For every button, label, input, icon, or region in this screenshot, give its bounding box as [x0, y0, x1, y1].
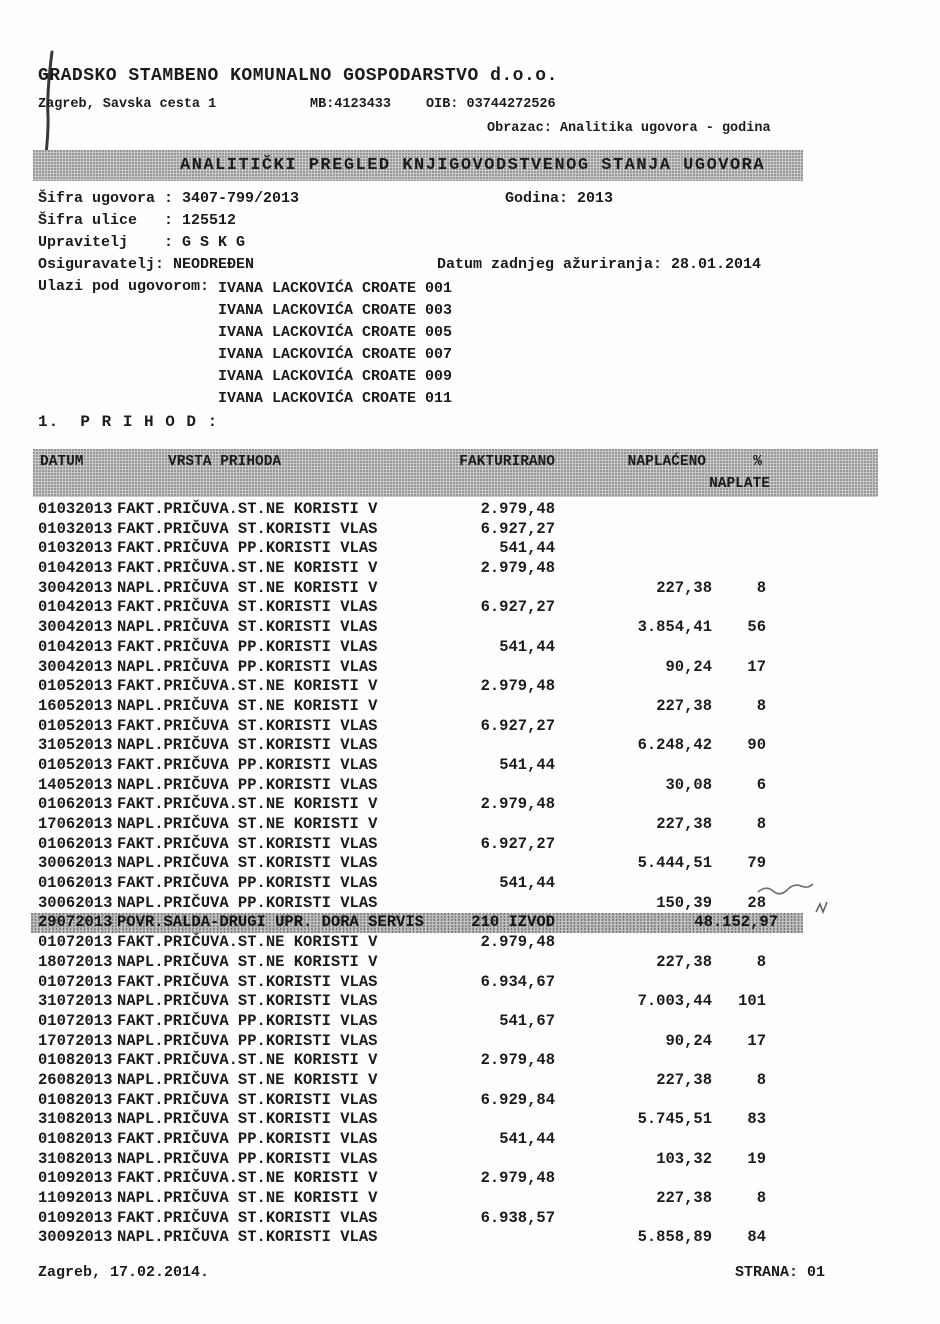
table-row — [33, 1189, 878, 1209]
cell-fakturirano: 6.929,84 — [480, 1090, 555, 1109]
table-row — [33, 618, 878, 638]
cell-datum: 31082013 — [38, 1149, 113, 1168]
table-row — [33, 1071, 878, 1091]
cell-fakturirano: 6.927,27 — [480, 834, 555, 853]
cell-vrsta-prihoda: NAPL.PRIČUVA PP.KORISTI VLAS — [117, 893, 378, 912]
cell-vrsta-prihoda: NAPL.PRIČUVA ST.KORISTI VLAS — [117, 1228, 378, 1247]
cell-fakturirano: 541,44 — [499, 874, 555, 893]
table-row — [33, 1169, 878, 1189]
col-header-percent: % — [753, 454, 762, 470]
cell-datum: 01092013 — [38, 1169, 113, 1188]
cell-vrsta-prihoda: FAKT.PRIČUVA.ST.NE KORISTI V — [117, 500, 378, 518]
cell-naplaceno: 30,08 — [665, 775, 712, 794]
cell-naplaceno: 5.745,51 — [637, 1110, 712, 1129]
cell-datum: 01082013 — [38, 1130, 113, 1148]
cell-vrsta-prihoda: FAKT.PRIČUVA ST.KORISTI VLAS — [117, 1090, 378, 1109]
cell-datum: 30042013 — [38, 578, 113, 597]
footer-page-number: STRANA: 01 — [735, 1264, 826, 1281]
cell-datum: 01072013 — [38, 972, 113, 991]
cell-datum: 01082013 — [38, 1090, 113, 1109]
table-row — [33, 756, 878, 776]
included-contracts-list — [218, 278, 452, 410]
cell-datum: 01032013 — [38, 539, 113, 558]
cell-vrsta-prihoda: NAPL.PRIČUVA ST.KORISTI VLAS — [117, 618, 378, 637]
included-contract-item: IVANA LACKOVIĆA CROATE 003 — [218, 302, 453, 319]
company-address: Zagreb, Savska cesta 1 — [38, 97, 217, 112]
cell-fakturirano: 6.927,27 — [480, 716, 555, 735]
cell-datum: 31082013 — [38, 1110, 113, 1129]
table-row — [33, 992, 878, 1012]
cell-percent: 17 — [747, 657, 766, 676]
cell-naplaceno: 103,32 — [656, 1149, 712, 1168]
table-row — [33, 1051, 878, 1071]
cell-vrsta-prihoda: NAPL.PRIČUVA ST.KORISTI VLAS — [117, 992, 378, 1011]
cell-naplaceno: 227,38 — [656, 696, 712, 715]
cell-datum: 17072013 — [38, 1031, 113, 1050]
table-row — [33, 539, 878, 559]
cell-datum: 30062013 — [38, 854, 113, 873]
table-row — [33, 854, 878, 874]
table-row — [33, 697, 878, 717]
form-label: Obrazac: Analitika ugovora - godina — [487, 121, 771, 136]
cell-datum: 01072013 — [38, 1011, 113, 1030]
cell-fakturirano: 541,44 — [499, 1130, 555, 1148]
col-header-percent-line2: NAPLATE — [709, 476, 770, 492]
cell-percent: 17 — [747, 1031, 766, 1050]
cell-naplaceno: 227,38 — [656, 952, 712, 971]
cell-vrsta-prihoda: NAPL.PRIČUVA ST.NE KORISTI V — [117, 815, 378, 833]
cell-vrsta-prihoda: FAKT.PRIČUVA.ST.NE KORISTI V — [117, 1169, 378, 1188]
cell-vrsta-prihoda: NAPL.PRIČUVA ST.KORISTI VLAS — [117, 1110, 378, 1129]
table-row — [33, 1032, 878, 1052]
cell-fakturirano: 2.979,48 — [480, 500, 555, 518]
cell-datum: 01042013 — [38, 598, 113, 617]
col-header-datum: DATUM — [40, 454, 84, 470]
cell-naplaceno: 3.854,41 — [637, 618, 712, 637]
cell-percent: 8 — [756, 578, 766, 597]
cell-percent: 6 — [756, 775, 766, 794]
cell-naplaceno: 90,24 — [665, 1031, 712, 1050]
table-row — [33, 953, 878, 973]
cell-datum: 01062013 — [38, 795, 113, 814]
table-row — [33, 717, 878, 737]
included-contract-item: IVANA LACKOVIĆA CROATE 011 — [218, 390, 453, 407]
cell-datum: 01092013 — [38, 1208, 113, 1227]
table-header — [33, 449, 878, 497]
cell-datum: 18072013 — [38, 952, 113, 971]
cell-datum: 31072013 — [38, 992, 113, 1011]
cell-vrsta-prihoda: NAPL.PRIČUVA ST.NE KORISTI V — [117, 1189, 378, 1208]
title-banner — [33, 150, 803, 181]
table-row — [33, 559, 878, 579]
cell-vrsta-prihoda: FAKT.PRIČUVA ST.KORISTI VLAS — [117, 972, 378, 991]
cell-vrsta-prihoda: NAPL.PRIČUVA ST.NE KORISTI V — [117, 952, 378, 971]
table-row — [33, 1150, 878, 1170]
pen-squiggle-mark — [730, 878, 850, 924]
cell-datum: 01052013 — [38, 755, 113, 774]
company-mb: MB:4123433 — [310, 97, 392, 112]
year-label: Godina: 2013 — [505, 190, 614, 207]
cell-vrsta-prihoda: NAPL.PRIČUVA ST.NE KORISTI V — [117, 696, 378, 715]
cell-datum: 16052013 — [38, 696, 113, 715]
cell-fakturirano: 210 IZVOD — [471, 913, 555, 932]
document-title: ANALITIČKI PREGLED KNJIGOVODSTVENOG STANJA UGOVORA — [180, 156, 766, 175]
cell-datum: 29072013 — [38, 913, 113, 932]
cell-vrsta-prihoda: FAKT.PRIČUVA.ST.NE KORISTI V — [117, 795, 378, 814]
table-row — [33, 658, 878, 678]
cell-naplaceno: 227,38 — [656, 578, 712, 597]
cell-vrsta-prihoda: NAPL.PRIČUVA PP.KORISTI VLAS — [117, 1149, 378, 1168]
cell-vrsta-prihoda: FAKT.PRIČUVA ST.KORISTI VLAS — [117, 834, 378, 853]
cell-fakturirano: 2.979,48 — [480, 795, 555, 814]
cell-vrsta-prihoda: FAKT.PRIČUVA PP.KORISTI VLAS — [117, 637, 378, 656]
table-row — [33, 933, 878, 953]
col-header-fakturirano: FAKTURIRANO — [459, 454, 555, 470]
cell-percent: 90 — [747, 736, 766, 755]
included-contracts-label: Ulazi pod ugovorom: — [38, 278, 210, 295]
cell-datum: 30042013 — [38, 618, 113, 637]
table-row — [33, 520, 878, 540]
cell-datum: 01042013 — [38, 637, 113, 656]
table-row — [33, 795, 878, 815]
cell-vrsta-prihoda: NAPL.PRIČUVA ST.NE KORISTI V — [117, 578, 378, 597]
table-row — [33, 835, 878, 855]
cell-naplaceno: 227,38 — [656, 815, 712, 833]
cell-datum: 01032013 — [38, 519, 113, 538]
cell-percent: 79 — [747, 854, 766, 873]
table-row — [33, 815, 878, 835]
table-row — [33, 1091, 878, 1111]
col-header-naplaceno: NAPLAĆENO — [627, 454, 706, 470]
cell-percent: 28 — [747, 893, 766, 912]
cell-naplaceno: 227,38 — [656, 1189, 712, 1208]
cell-datum: 01062013 — [38, 834, 113, 853]
cell-percent: 101 — [738, 992, 766, 1011]
cell-vrsta-prihoda: FAKT.PRIČUVA ST.KORISTI VLAS — [117, 598, 378, 617]
cell-datum: 17062013 — [38, 815, 113, 833]
cell-percent: 8 — [756, 696, 766, 715]
cell-datum: 26082013 — [38, 1070, 113, 1089]
included-contract-item: IVANA LACKOVIĆA CROATE 001 — [218, 280, 453, 297]
last-update-date: Datum zadnjeg ažuriranja: 28.01.2014 — [437, 256, 762, 273]
manager-label: Upravitelj : G S K G — [38, 234, 246, 251]
cell-datum: 14052013 — [38, 775, 113, 794]
cell-naplaceno: 5.444,51 — [637, 854, 712, 873]
table-rows — [33, 500, 878, 1248]
cell-percent: 8 — [756, 1070, 766, 1089]
table-row — [33, 1228, 878, 1248]
cell-datum: 30062013 — [38, 893, 113, 912]
cell-vrsta-prihoda: NAPL.PRIČUVA PP.KORISTI VLAS — [117, 1031, 378, 1050]
col-header-vrsta-prihoda: VRSTA PRIHODA — [168, 454, 282, 470]
cell-vrsta-prihoda: FAKT.PRIČUVA PP.KORISTI VLAS — [117, 755, 378, 774]
cell-vrsta-prihoda: FAKT.PRIČUVA ST.KORISTI VLAS — [117, 519, 378, 538]
included-contract-item: IVANA LACKOVIĆA CROATE 009 — [218, 368, 453, 385]
cell-fakturirano: 6.934,67 — [480, 972, 555, 991]
contract-code: Šifra ugovora : 3407-799/2013 — [38, 190, 300, 207]
cell-fakturirano: 6.938,57 — [480, 1208, 555, 1227]
company-name: GRADSKO STAMBENO KOMUNALNO GOSPODARSTVO d.o.o. — [38, 66, 558, 86]
table-row — [33, 1012, 878, 1032]
cell-datum: 31052013 — [38, 736, 113, 755]
included-contract-item: IVANA LACKOVIĆA CROATE 007 — [218, 346, 453, 363]
cell-fakturirano: 541,67 — [499, 1011, 555, 1030]
cell-datum: 01042013 — [38, 559, 113, 578]
cell-percent: 84 — [747, 1228, 766, 1247]
street-code: Šifra ulice : 125512 — [38, 212, 237, 229]
cell-vrsta-prihoda: NAPL.PRIČUVA ST.NE KORISTI V — [117, 1070, 378, 1089]
cell-vrsta-prihoda: NAPL.PRIČUVA ST.KORISTI VLAS — [117, 854, 378, 873]
cell-naplaceno: 6.248,42 — [637, 736, 712, 755]
footer-place-date: Zagreb, 17.02.2014. — [38, 1264, 210, 1281]
table-row — [33, 579, 878, 599]
cell-vrsta-prihoda: FAKT.PRIČUVA.ST.NE KORISTI V — [117, 1051, 378, 1070]
table-row — [33, 973, 878, 993]
cell-datum: 30092013 — [38, 1228, 113, 1247]
cell-fakturirano: 6.927,27 — [480, 519, 555, 538]
cell-percent: 83 — [747, 1110, 766, 1129]
table-row — [33, 1110, 878, 1130]
cell-percent: 8 — [756, 815, 766, 833]
cell-naplaceno: 48.152,97 — [694, 913, 778, 932]
cell-vrsta-prihoda: NAPL.PRIČUVA ST.KORISTI VLAS — [117, 736, 378, 755]
cell-naplaceno: 5.858,89 — [637, 1228, 712, 1247]
cell-vrsta-prihoda: FAKT.PRIČUVA PP.KORISTI VLAS — [117, 1011, 378, 1030]
cell-vrsta-prihoda: NAPL.PRIČUVA PP.KORISTI VLAS — [117, 775, 378, 794]
cell-fakturirano: 2.979,48 — [480, 1051, 555, 1070]
insurer-label: Osiguravatelj: NEODREĐEN — [38, 256, 255, 273]
cell-vrsta-prihoda: FAKT.PRIČUVA PP.KORISTI VLAS — [117, 874, 378, 893]
cell-fakturirano: 2.979,48 — [480, 677, 555, 696]
table-row — [33, 776, 878, 796]
cell-fakturirano: 6.927,27 — [480, 598, 555, 617]
cell-vrsta-prihoda: FAKT.PRIČUVA ST.KORISTI VLAS — [117, 716, 378, 735]
cell-vrsta-prihoda: FAKT.PRIČUVA PP.KORISTI VLAS — [117, 539, 378, 558]
cell-naplaceno: 90,24 — [665, 657, 712, 676]
cell-percent: 8 — [756, 952, 766, 971]
cell-naplaceno: 7.003,44 — [637, 992, 712, 1011]
cell-fakturirano: 2.979,48 — [480, 933, 555, 952]
table-row — [33, 736, 878, 756]
cell-datum: 01082013 — [38, 1051, 113, 1070]
cell-datum: 11092013 — [38, 1189, 113, 1208]
cell-fakturirano: 541,44 — [499, 637, 555, 656]
table-row — [33, 638, 878, 658]
cell-fakturirano: 2.979,48 — [480, 1169, 555, 1188]
cell-datum: 01072013 — [38, 933, 113, 952]
cell-fakturirano: 2.979,48 — [480, 559, 555, 578]
table-row — [33, 598, 878, 618]
cell-datum: 01052013 — [38, 677, 113, 696]
cell-vrsta-prihoda: FAKT.PRIČUVA.ST.NE KORISTI V — [117, 933, 378, 952]
cell-vrsta-prihoda: FAKT.PRIČUVA PP.KORISTI VLAS — [117, 1130, 378, 1148]
included-contract-item: IVANA LACKOVIĆA CROATE 005 — [218, 324, 453, 341]
cell-datum: 30042013 — [38, 657, 113, 676]
cell-vrsta-prihoda: FAKT.PRIČUVA ST.KORISTI VLAS — [117, 1208, 378, 1227]
section-title-prihod: 1. P R I H O D : — [38, 413, 219, 431]
cell-fakturirano: 541,44 — [499, 755, 555, 774]
cell-datum: 01052013 — [38, 716, 113, 735]
cell-percent: 19 — [747, 1149, 766, 1168]
cell-vrsta-prihoda: FAKT.PRIČUVA.ST.NE KORISTI V — [117, 559, 378, 578]
table-row — [33, 677, 878, 697]
cell-vrsta-prihoda: NAPL.PRIČUVA PP.KORISTI VLAS — [117, 657, 378, 676]
cell-percent: 56 — [747, 618, 766, 637]
table-row — [33, 1209, 878, 1229]
cell-datum: 01062013 — [38, 874, 113, 893]
cell-naplaceno: 227,38 — [656, 1070, 712, 1089]
cell-percent: 8 — [756, 1189, 766, 1208]
table-row — [33, 1130, 878, 1150]
cell-datum: 01032013 — [38, 500, 113, 518]
cell-vrsta-prihoda: POVR.SALDA-DRUGI UPR. DORA SERVIS — [117, 913, 424, 932]
table-row — [33, 500, 878, 520]
cell-naplaceno: 150,39 — [656, 893, 712, 912]
cell-fakturirano: 541,44 — [499, 539, 555, 558]
cell-vrsta-prihoda: FAKT.PRIČUVA.ST.NE KORISTI V — [117, 677, 378, 696]
company-oib: OIB: 03744272526 — [426, 97, 556, 112]
